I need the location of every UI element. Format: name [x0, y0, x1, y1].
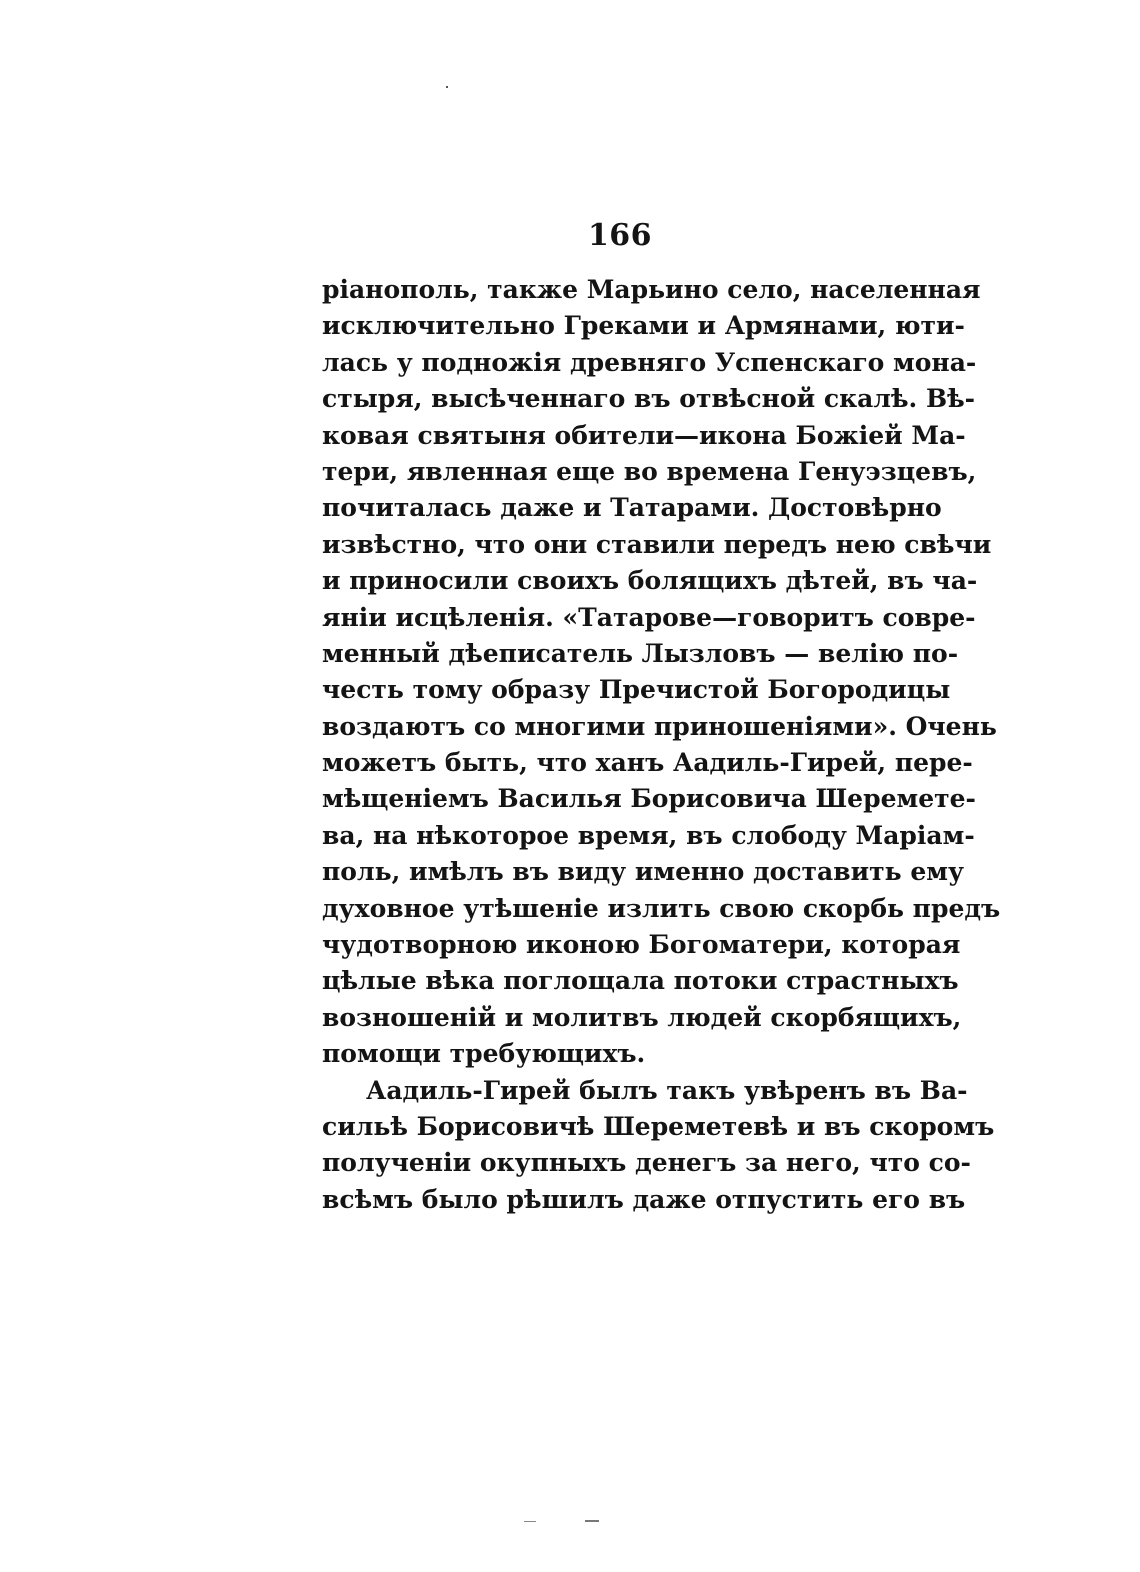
text-line: стыря, высѣченнаго въ отвѣсной скалѣ. Вѣ-	[322, 384, 976, 414]
body-text	[322, 272, 1001, 1218]
paragraph-1	[322, 272, 1001, 1073]
text-line: всѣмъ было рѣшилъ даже отпустить его въ	[322, 1184, 966, 1214]
text-line: можетъ быть, что ханъ Аадиль-Гирей, пере-	[322, 748, 973, 778]
text-line: почиталась даже и Татарами. Достовѣрно	[322, 493, 942, 523]
text-line: воздаютъ со многими приношеніями». Очень	[322, 711, 997, 741]
text-line: и приносили своихъ болящихъ дѣтей, въ ча-	[322, 566, 978, 596]
text-line: ковая святыня обители—икона Божіей Ма-	[322, 420, 966, 450]
text-line: ріанополь, также Марьино село, населенная	[322, 275, 981, 304]
text-line: ва, на нѣкоторое время, въ слободу Маріам-	[322, 820, 975, 850]
text-line: полученіи окупныхъ денегъ за него, что со-	[322, 1148, 971, 1178]
text-line: извѣстно, что они ставили передъ нею свѣчи	[322, 529, 992, 559]
page-number: 166	[587, 218, 653, 253]
text-line: исключительно Греками и Армянами, юти-	[322, 311, 965, 341]
text-line: духовное утѣшеніе излить свою скорбь предъ	[322, 893, 1001, 923]
paragraph-2	[322, 1073, 995, 1219]
scan-speck	[585, 1520, 599, 1522]
text-line: поль, имѣлъ въ виду именно доставить ему	[322, 857, 964, 887]
text-line: Аадиль-Гирей былъ такъ увѣренъ въ Ва-	[366, 1075, 968, 1105]
text-line: помощи требующихъ.	[322, 1039, 646, 1069]
scan-speck	[446, 86, 448, 88]
text-line: честь тому образу Пречистой Богородицы	[322, 675, 951, 705]
scan-speck	[524, 1521, 536, 1522]
text-line: чудотворною иконою Богоматери, которая	[322, 930, 961, 960]
text-line: тери, явленная еще во времена Генуэзцевъ,	[322, 456, 977, 486]
text-line: яніи исцѣленія. «Татарове—говоритъ совре-	[322, 602, 976, 632]
text-line: менный дѣеписатель Лызловъ — велію по-	[322, 638, 959, 668]
text-line: сильѣ Борисовичѣ Шереметевѣ и въ скоромъ	[322, 1111, 995, 1141]
text-line: цѣлые вѣка поглощала потоки страстныхъ	[322, 966, 959, 996]
text-line: лась у подножія древняго Успенскаго мона-	[322, 347, 977, 377]
text-line: возношеній и молитвъ людей скорбящихъ,	[322, 1002, 962, 1032]
text-line: мѣщеніемъ Василья Борисовича Шереметe-	[322, 784, 976, 814]
